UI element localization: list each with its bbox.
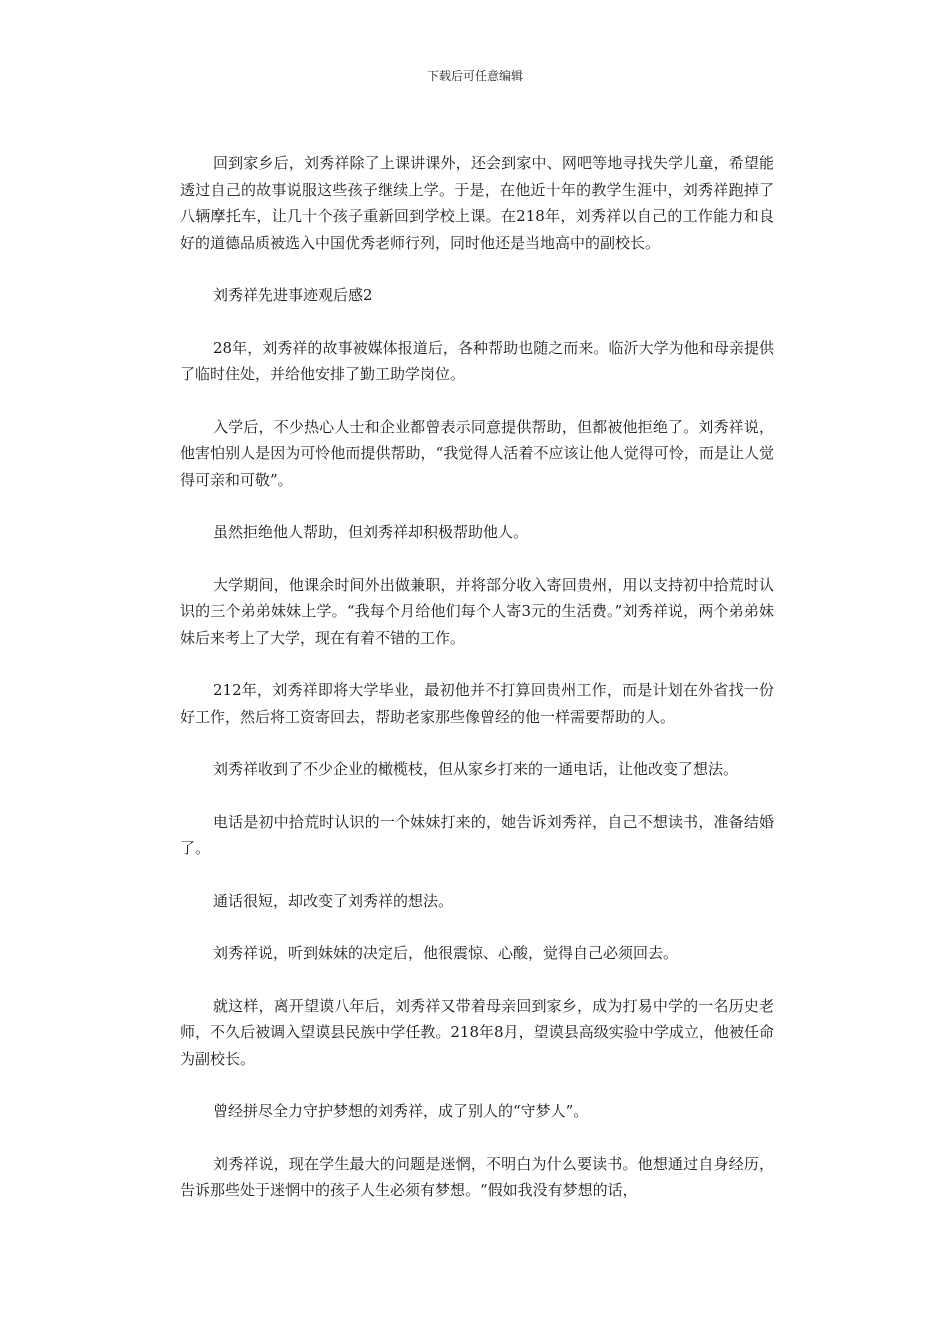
paragraph-3: 入学后，不少热心人士和企业都曾表示同意提供帮助，但都被他拒绝了。刘秀祥说，他害怕别人是因为可怜他而提供帮助，“我觉得人活着不应该让他人觉得可怜，而是让人觉得可亲和可敬”。 xyxy=(180,417,774,489)
paragraph-12: 曾经拼尽全力守护梦想的刘秀祥，成了别人的“守梦人”。 xyxy=(213,1102,589,1120)
download-edit-note: 下载后可任意编辑 xyxy=(426,69,523,83)
paragraph-11: 就这样，离开望谟八年后，刘秀祥又带着母亲回到家乡，成为打易中学的一名历史老师，不久后被调入望谟县民族中学任教。218年8月，望谟县高级实验中学成立，他被任命为副校长。 xyxy=(180,996,774,1068)
article-body xyxy=(180,150,774,1230)
paragraph-10: 刘秀祥说，听到妹妹的决定后，他很震惊、心酸，觉得自己必须回去。 xyxy=(213,944,679,962)
section-title: 刘秀祥先进事迹观后感2 xyxy=(213,286,373,304)
paragraph-1: 回到家乡后，刘秀祥除了上课讲课外，还会到家中、网吧等地寻找失学儿童，希望能透过自己的故事说服这些孩子继续上学。于是，在他近十年的教学生涯中，刘秀祥跑掉了八辆摩托车，让几十个孩子重新回到学校上课。在218年，刘秀祥以自己的工作能力和良好的道德品质被选入中国优秀老师行列，同时他还是当地高中的副校长。 xyxy=(180,154,774,252)
paragraph-8: 电话是初中拾荒时认识的一个妹妹打来的，她告诉刘秀祥，自己不想读书，准备结婚了。 xyxy=(180,812,774,857)
paragraph-5: 大学期间，他课余时间外出做兼职，并将部分收入寄回贵州，用以支持初中拾荒时认识的三个弟弟妹妹上学。“我每个月给他们每个人寄3元的生活费。”刘秀祥说，两个弟弟妹妹后来考上了大学，现在有着不错的工作。 xyxy=(180,575,774,647)
paragraph-7: 刘秀祥收到了不少企业的橄榄枝，但从家乡打来的一通电话，让他改变了想法。 xyxy=(213,760,739,778)
paragraph-9: 通话很短，却改变了刘秀祥的想法。 xyxy=(213,891,454,910)
paragraph-13: 刘秀祥说，现在学生最大的问题是迷惘，不明白为什么要读书。他想通过自身经历，告诉那些处于迷惘中的孩子人生必须有梦想。“假如我没有梦想的话， xyxy=(180,1154,774,1199)
paragraph-6: 212年，刘秀祥即将大学毕业，最初他并不打算回贵州工作，而是计划在外省找一份好工作，然后将工资寄回去，帮助老家那些像曾经的他一样需要帮助的人。 xyxy=(180,681,774,726)
paragraph-2: 28年，刘秀祥的故事被媒体报道后，各种帮助也随之而来。临沂大学为他和母亲提供了临时住处，并给他安排了勤工助学岗位。 xyxy=(180,338,774,383)
paragraph-4: 虽然拒绝他人帮助，但刘秀祥却积极帮助他人。 xyxy=(213,523,529,541)
